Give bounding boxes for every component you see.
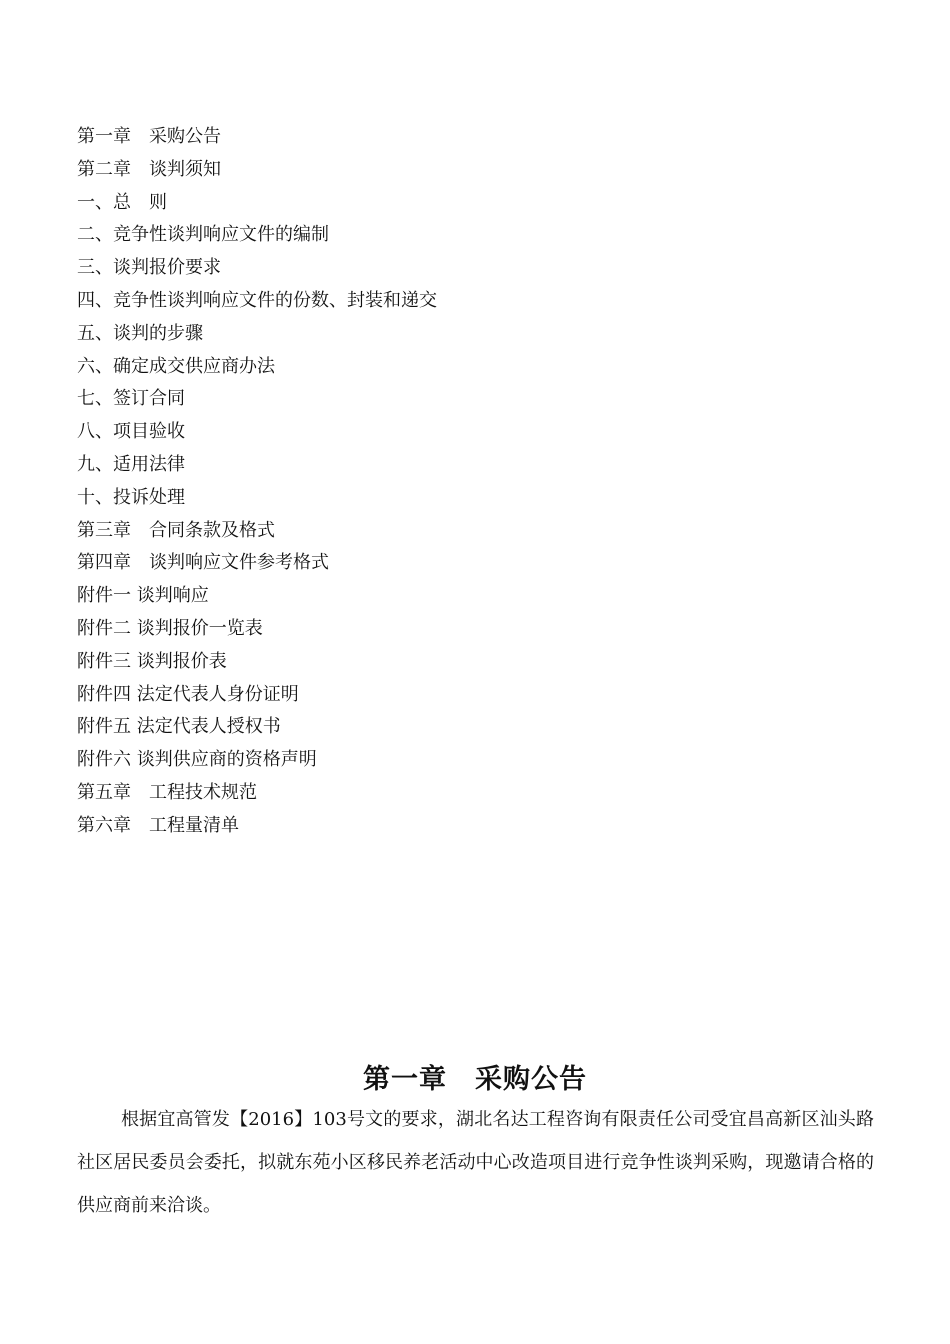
toc-item-supplier-selection[interactable]: 六、确定成交供应商办法: [77, 355, 275, 377]
toc-item-annex-6[interactable]: 附件六 谈判供应商的资格声明: [77, 749, 317, 771]
toc-item-complaints[interactable]: 十、投诉处理: [77, 486, 185, 508]
toc-item-chapter-1[interactable]: 第一章 采购公告: [77, 126, 221, 147]
table-of-contents: [77, 121, 877, 843]
toc-item-chapter-2[interactable]: 第二章 谈判须知: [77, 158, 221, 180]
toc-item-annex-5[interactable]: 附件五 法定代表人授权书: [77, 716, 281, 738]
toc-item-submission[interactable]: 四、竞争性谈判响应文件的份数、封装和递交: [77, 289, 437, 311]
toc-item-acceptance[interactable]: 八、项目验收: [77, 421, 185, 443]
toc-item-annex-3[interactable]: 附件三 谈判报价表: [77, 650, 227, 672]
toc-item-annex-2[interactable]: 附件二 谈判报价一览表: [77, 617, 263, 639]
toc-item-general[interactable]: 一、总 则: [77, 191, 167, 213]
toc-item-chapter-5[interactable]: 第五章 工程技术规范: [77, 781, 257, 803]
toc-item-contract-signing[interactable]: 七、签订合同: [77, 388, 185, 410]
toc-item-applicable-law[interactable]: 九、适用法律: [77, 453, 185, 475]
chapter-title: 第一章 采购公告: [363, 1064, 587, 1095]
chapter-paragraph: 根据宜高管发【2016】103号文的要求，湖北名达工程咨询有限责任公司受宜昌高新区汕头路社区居民委员会委托，拟就东苑小区移民养老活动中心改造项目进行竞争性谈判采购，现邀请合格的供应商前来洽谈。: [77, 1109, 874, 1216]
toc-item-response-preparation[interactable]: 二、竞争性谈判响应文件的编制: [77, 224, 329, 246]
toc-item-quote-requirements[interactable]: 三、谈判报价要求: [77, 257, 221, 279]
toc-item-chapter-6[interactable]: 第六章 工程量清单: [77, 814, 239, 836]
toc-item-annex-1[interactable]: 附件一 谈判响应: [77, 585, 209, 607]
toc-item-annex-4[interactable]: 附件四 法定代表人身份证明: [77, 683, 299, 705]
toc-item-chapter-3[interactable]: 第三章 合同条款及格式: [77, 519, 275, 541]
toc-item-negotiation-steps[interactable]: 五、谈判的步骤: [77, 322, 203, 344]
toc-item-chapter-4[interactable]: 第四章 谈判响应文件参考格式: [77, 552, 329, 574]
